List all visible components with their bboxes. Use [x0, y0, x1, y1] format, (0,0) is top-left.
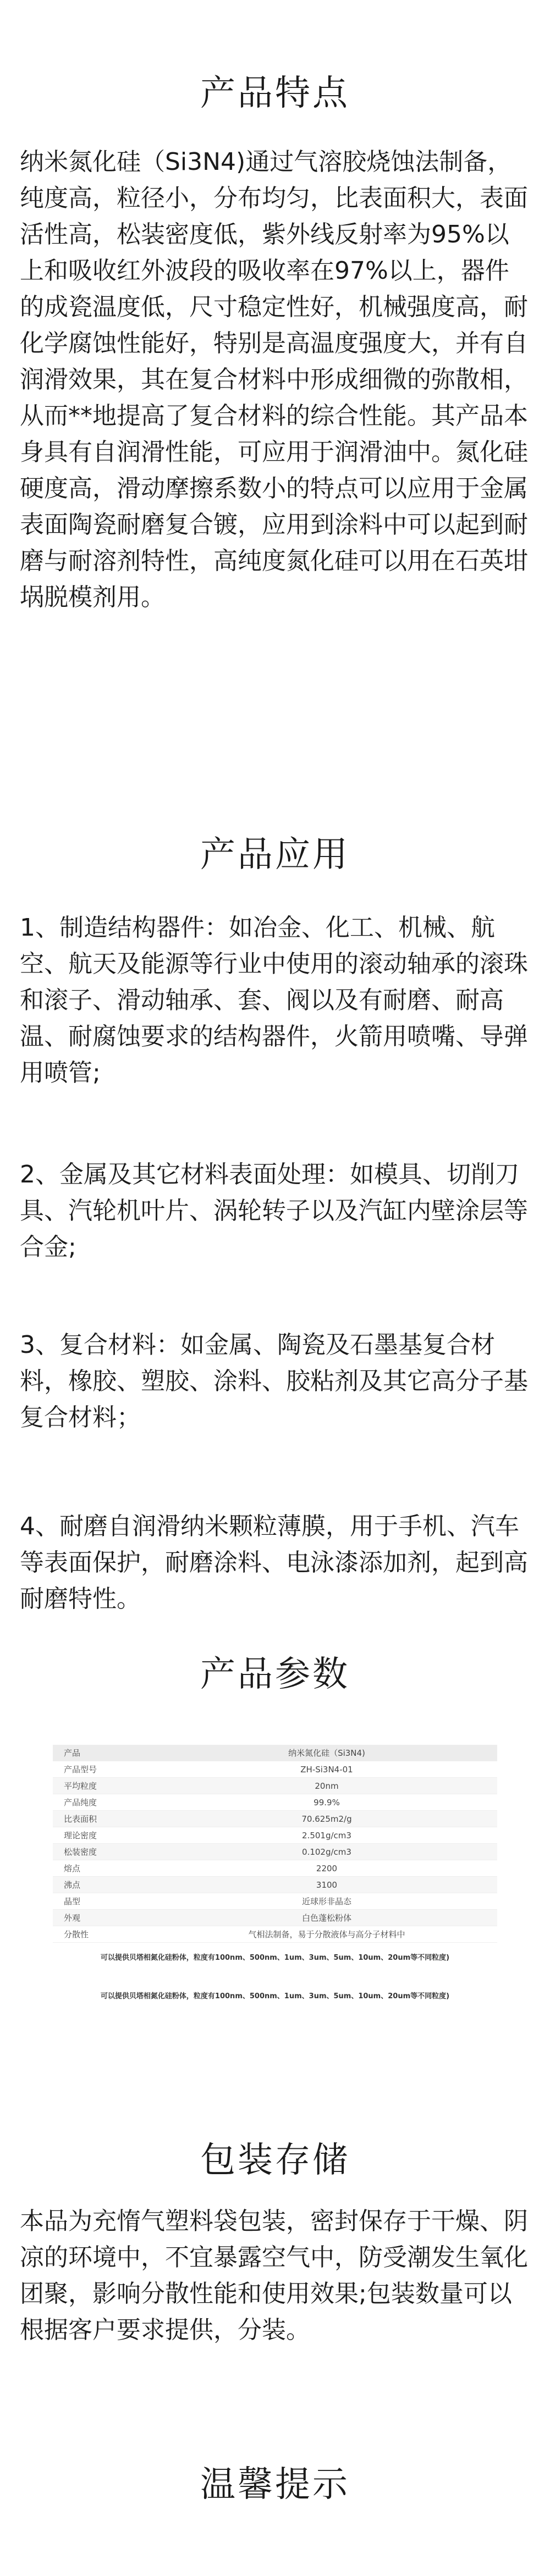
spec-key: 晶型	[53, 1893, 156, 1910]
spec-value: 2.501g/cm3	[156, 1827, 497, 1844]
spec-value: ZH-Si3N4-01	[156, 1761, 497, 1778]
spec-value: 白色蓬松粉体	[156, 1910, 497, 1926]
spec-key: 比表面积	[53, 1811, 156, 1827]
storage-text: 本品为充惰气塑料袋包装，密封保存于干燥、阴凉的环境中，不宜暴露空气中，防受潮发生氧化团聚，影响分散性能和使用效果;包装数量可以根据客户要求提供，分装。	[20, 2207, 528, 2344]
table-row	[53, 1844, 497, 1860]
params-note-2: 可以提供贝塔相氮化硅粉体，粒度有100nm、500nm、1um、3um、5um、10um、20um等不同粒度)	[100, 1992, 450, 2000]
table-row	[53, 1827, 497, 1844]
table-row	[53, 1893, 497, 1910]
spec-key: 平均粒度	[53, 1778, 156, 1794]
spec-value: 20nm	[156, 1778, 497, 1794]
spec-value: 3100	[156, 1877, 497, 1893]
table-row	[53, 1794, 497, 1811]
storage-title: 包装存储	[200, 2140, 350, 2181]
spec-value: 70.625m2/g	[156, 1811, 497, 1827]
spec-key: 熔点	[53, 1860, 156, 1877]
spec-value: 0.102g/cm3	[156, 1844, 497, 1860]
spec-key: 产品型号	[53, 1761, 156, 1778]
application-item-3: 3、复合材料：如金属、陶瓷及石墨基复合材料，橡胶、塑胶、涂料、胶粘剂及其它高分子基复合材料；	[20, 1331, 528, 1431]
features-title: 产品特点	[200, 73, 350, 114]
table-row	[53, 1745, 497, 1761]
spec-key: 分散性	[53, 1926, 156, 1943]
spec-value: 气相法制备，易于分散液体与高分子材料中	[156, 1926, 497, 1943]
table-row	[53, 1910, 497, 1926]
table-row	[53, 1778, 497, 1794]
table-row	[53, 1761, 497, 1778]
spec-value: 2200	[156, 1860, 497, 1877]
tips-title: 温馨提示	[200, 2464, 350, 2505]
spec-value: 纳米氮化硅（Si3N4)	[156, 1745, 497, 1761]
spec-key: 外观	[53, 1910, 156, 1926]
applications-title: 产品应用	[200, 834, 350, 875]
table-row	[53, 1877, 497, 1893]
spec-key: 沸点	[53, 1877, 156, 1893]
spec-value: 99.9%	[156, 1794, 497, 1811]
spec-key: 产品纯度	[53, 1794, 156, 1811]
spec-table	[53, 1745, 497, 1943]
application-item-2: 2、金属及其它材料表面处理：如模具、切削刀具、汽轮机叶片、涡轮转子以及汽缸内壁涂层等合金;	[20, 1160, 528, 1261]
params-title: 产品参数	[200, 1654, 350, 1695]
table-row	[53, 1811, 497, 1827]
spec-key: 松装密度	[53, 1844, 156, 1860]
spec-key: 理论密度	[53, 1827, 156, 1844]
application-item-1: 1、制造结构器件：如冶金、化工、机械、航空、航天及能源等行业中使用的滚动轴承的滚珠和滚子、滑动轴承、套、阀以及有耐磨、耐高温、耐腐蚀要求的结构器件，火箭用喷嘴、导弹用喷管;	[20, 914, 528, 1087]
table-row	[53, 1926, 497, 1943]
features-text: 纳米氮化硅（Si3N4)通过气溶胶烧蚀法制备，纯度高，粒径小，分布均匀，比表面积大，表面活性高，松装密度低，紫外线反射率为95%以上和吸收红外波段的吸收率在97%以上，器件的成瓷温度低，尺寸稳定性好，机械强度高，耐化学腐蚀性能好，特别是高温度强度大，并有自润滑效果，其在复合材料中形成细微的弥散相，从而**地提高了复合材料的综合性能。其产品本身具有自润滑性能，可应用于润滑油中。氮化硅硬度高，滑动摩擦系数小的特点可以应用于金属表面陶瓷耐磨复合镀，应用到涂料中可以起到耐磨与耐溶剂特性，高纯度氮化硅可以用在石英坩埚脱模剂用。	[20, 148, 528, 611]
spec-key: 产品	[53, 1745, 156, 1761]
application-item-4: 4、耐磨自润滑纳米颗粒薄膜，用于手机、汽车等表面保护，耐磨涂料、电泳漆添加剂，起到高耐磨特性。	[20, 1512, 528, 1613]
spec-value: 近球形非晶态	[156, 1893, 497, 1910]
table-row	[53, 1860, 497, 1877]
params-note-1: 可以提供贝塔相氮化硅粉体，粒度有100nm、500nm、1um、3um、5um、10um、20um等不同粒度)	[100, 1954, 450, 1962]
